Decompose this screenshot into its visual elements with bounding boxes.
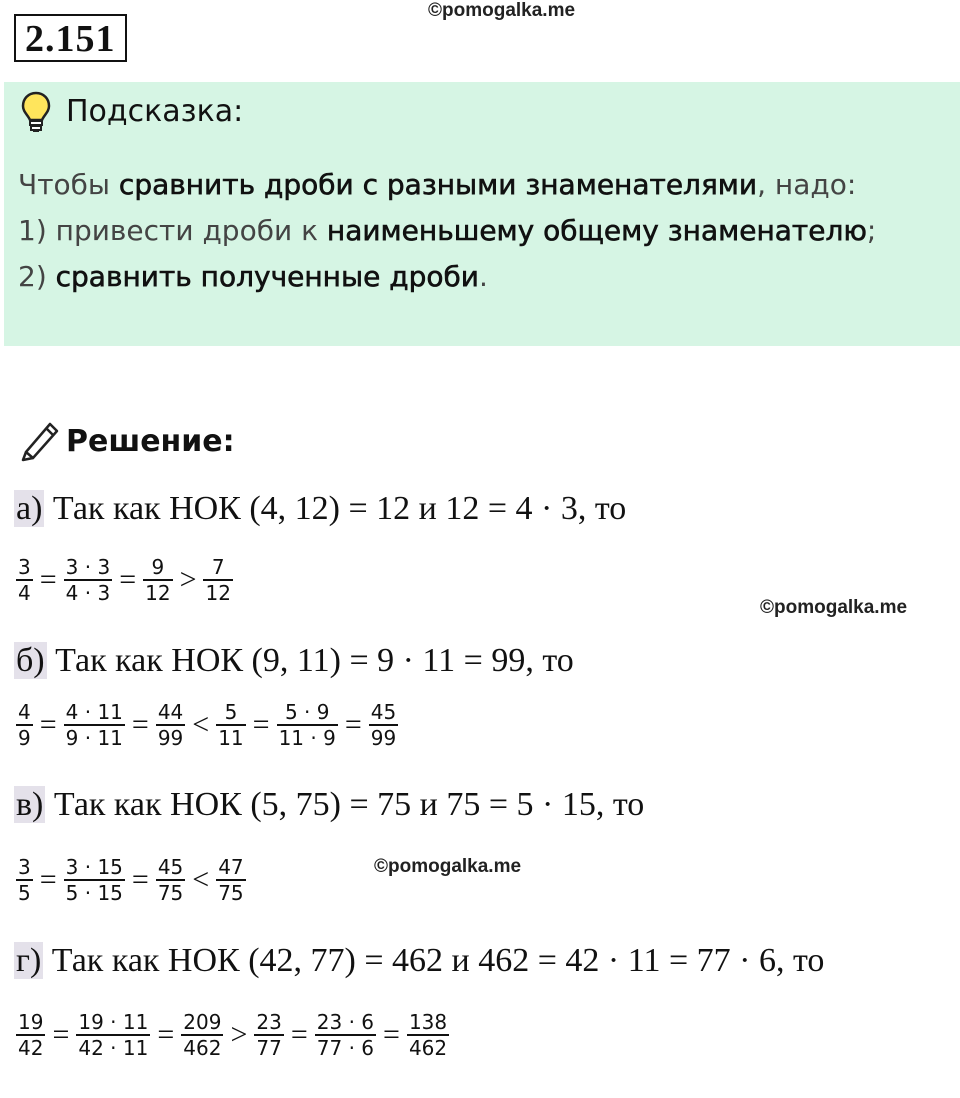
numerator: 44 bbox=[157, 700, 184, 724]
numerator: 5 · 9 bbox=[284, 700, 330, 724]
item-label: б) bbox=[16, 642, 45, 679]
denominator: 99 bbox=[370, 726, 397, 750]
numerator: 3 bbox=[18, 855, 31, 879]
hint-text: , надо: bbox=[757, 168, 857, 201]
denominator: 77 bbox=[256, 1036, 282, 1060]
fraction bbox=[156, 700, 185, 750]
denominator: 5 · 15 bbox=[65, 881, 123, 905]
denominator: 9 · 11 bbox=[65, 726, 123, 750]
hint-text: 2) bbox=[18, 260, 56, 293]
fraction bbox=[143, 555, 172, 605]
denominator: 462 bbox=[408, 1036, 448, 1060]
denominator: 12 bbox=[205, 581, 231, 605]
fraction bbox=[277, 700, 338, 750]
fraction bbox=[16, 1010, 45, 1060]
operator: = bbox=[39, 708, 57, 741]
hint-text: Чтобы bbox=[18, 168, 119, 201]
item-text: Так как НОК (42, 77) = 462 и 462 = 42 · 11 = 77 · 6, то bbox=[43, 942, 825, 979]
denominator: 42 bbox=[18, 1036, 44, 1060]
item-text: Так как НОК (5, 75) = 75 и 75 = 5 · 15, то bbox=[45, 786, 645, 823]
hint-text: . bbox=[478, 260, 488, 293]
numerator: 19 bbox=[18, 1010, 44, 1034]
numerator: 23 · 6 bbox=[316, 1010, 375, 1034]
numerator: 7 bbox=[211, 555, 225, 579]
operator: = bbox=[383, 1018, 400, 1051]
item-b-statement bbox=[14, 642, 574, 680]
operator: = bbox=[290, 1018, 308, 1051]
item-text: Так как НОК (9, 11) = 9 · 11 = 99, то bbox=[46, 642, 574, 679]
fraction bbox=[16, 855, 33, 905]
fraction bbox=[315, 1010, 376, 1060]
operator: = bbox=[39, 563, 57, 596]
numerator: 45 bbox=[370, 700, 397, 724]
numerator: 138 bbox=[408, 1010, 448, 1034]
item-label: в) bbox=[16, 786, 44, 823]
numerator: 3 · 3 bbox=[65, 555, 111, 579]
operator: = bbox=[131, 863, 149, 896]
numerator: 45 bbox=[157, 855, 184, 879]
numerator: 3 bbox=[18, 555, 31, 579]
operator: = bbox=[131, 708, 149, 741]
pencil-icon bbox=[18, 418, 62, 462]
denominator: 4 bbox=[18, 581, 31, 605]
numerator: 47 bbox=[218, 855, 244, 879]
operator: = bbox=[119, 563, 137, 596]
operator: > bbox=[179, 563, 197, 596]
fraction bbox=[203, 555, 232, 605]
operator: < bbox=[192, 863, 210, 896]
item-b-expression bbox=[14, 700, 400, 750]
numerator: 23 bbox=[256, 1010, 282, 1034]
item-d-statement bbox=[14, 942, 824, 980]
hint-line-1 bbox=[18, 168, 856, 201]
fraction bbox=[156, 855, 185, 905]
fraction bbox=[369, 700, 398, 750]
hint-emphasis: наименьшему общему знаменателю bbox=[326, 214, 867, 247]
denominator: 5 bbox=[18, 881, 31, 905]
fraction bbox=[407, 1010, 449, 1060]
numerator: 5 bbox=[224, 700, 238, 724]
hint-emphasis: сравнить полученные дроби bbox=[55, 260, 479, 293]
item-c-expression bbox=[14, 855, 248, 905]
item-d-expression bbox=[14, 1010, 451, 1060]
lightbulb-icon bbox=[20, 90, 52, 134]
hint-line-3 bbox=[18, 260, 488, 293]
numerator: 19 · 11 bbox=[78, 1010, 149, 1034]
item-text: Так как НОК (4, 12) = 12 и 12 = 4 · 3, то bbox=[44, 490, 627, 527]
denominator: 462 bbox=[183, 1036, 222, 1060]
hint-text: ; bbox=[866, 214, 877, 247]
denominator: 12 bbox=[145, 581, 171, 605]
item-label: г) bbox=[16, 942, 42, 979]
operator: = bbox=[52, 1018, 70, 1051]
denominator: 9 bbox=[18, 726, 31, 750]
hint-emphasis: сравнить дроби с разными знаменателями bbox=[118, 168, 758, 201]
watermark: ©pomogalka.me bbox=[760, 597, 908, 618]
fraction bbox=[216, 855, 245, 905]
fraction bbox=[181, 1010, 223, 1060]
numerator: 4 · 11 bbox=[65, 700, 123, 724]
fraction bbox=[64, 555, 113, 605]
operator: > bbox=[230, 1018, 248, 1051]
denominator: 11 bbox=[218, 726, 244, 750]
fraction bbox=[76, 1010, 150, 1060]
fraction bbox=[216, 700, 245, 750]
numerator: 3 · 15 bbox=[65, 855, 123, 879]
operator: = bbox=[344, 708, 362, 741]
denominator: 99 bbox=[157, 726, 184, 750]
fraction bbox=[16, 700, 33, 750]
hint-text: 1) привести дроби к bbox=[18, 214, 327, 247]
denominator: 42 · 11 bbox=[78, 1036, 149, 1060]
item-a-expression bbox=[14, 555, 235, 605]
item-label: а) bbox=[16, 490, 43, 527]
denominator: 77 · 6 bbox=[316, 1036, 375, 1060]
task-number: 2.151 bbox=[14, 14, 127, 62]
fraction bbox=[64, 700, 125, 750]
operator: = bbox=[252, 708, 270, 741]
hint-line-2 bbox=[18, 214, 876, 247]
fraction bbox=[254, 1010, 283, 1060]
fraction bbox=[16, 555, 33, 605]
numerator: 9 bbox=[151, 555, 165, 579]
denominator: 75 bbox=[157, 881, 184, 905]
watermark: ©pomogalka.me bbox=[428, 0, 576, 21]
numerator: 209 bbox=[183, 1010, 222, 1034]
hint-title: Подсказка: bbox=[66, 94, 244, 129]
denominator: 75 bbox=[218, 881, 244, 905]
fraction bbox=[64, 855, 125, 905]
denominator: 4 · 3 bbox=[65, 581, 111, 605]
operator: < bbox=[192, 708, 210, 741]
item-c-statement bbox=[14, 786, 644, 824]
numerator: 4 bbox=[18, 700, 31, 724]
watermark: ©pomogalka.me bbox=[374, 856, 522, 877]
item-a-statement bbox=[14, 490, 626, 528]
solution-title: Решение: bbox=[66, 424, 235, 459]
operator: = bbox=[39, 863, 57, 896]
operator: = bbox=[157, 1018, 175, 1051]
denominator: 11 · 9 bbox=[278, 726, 336, 750]
